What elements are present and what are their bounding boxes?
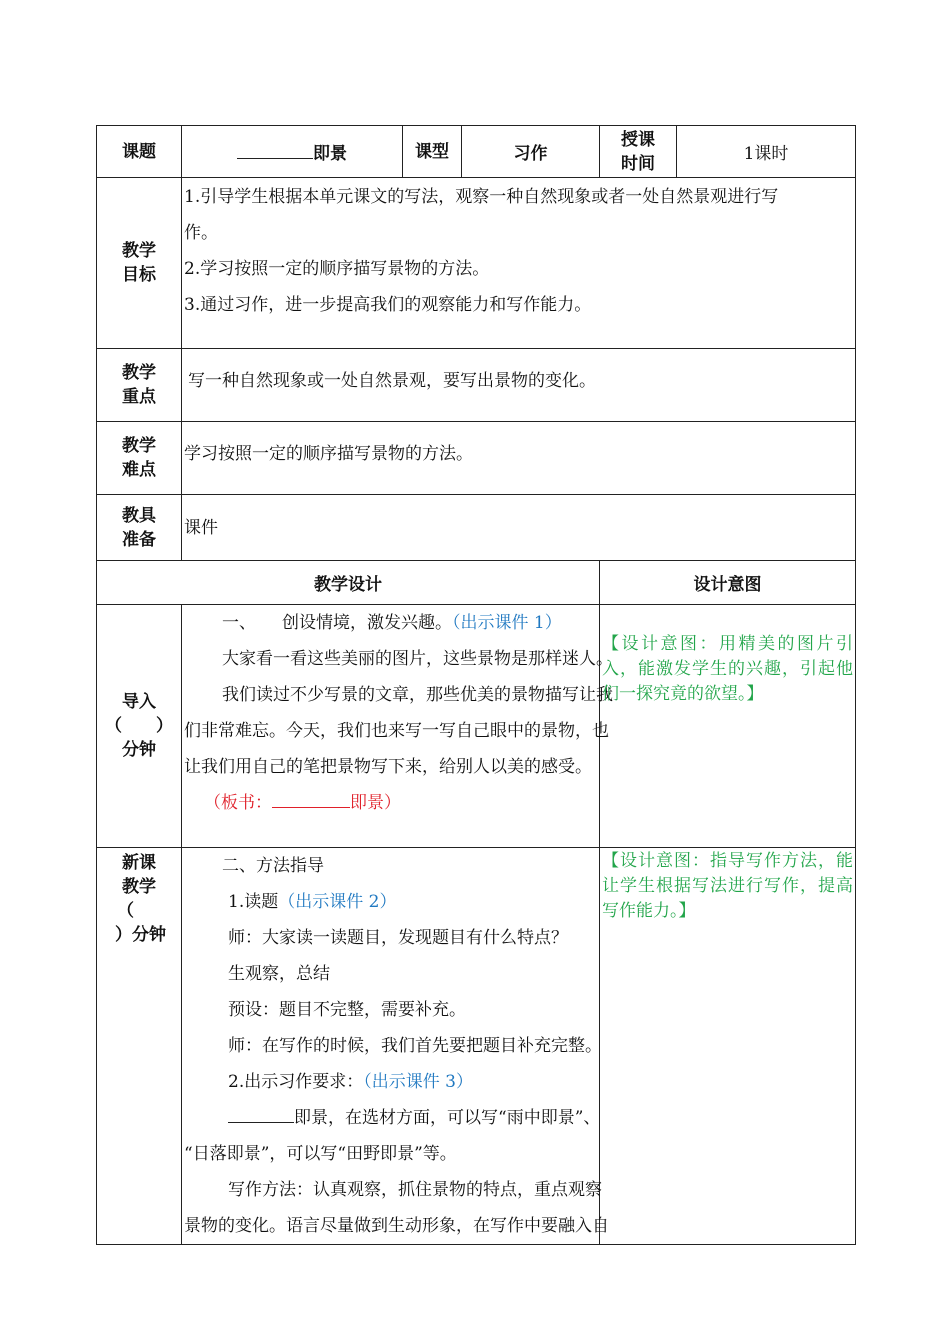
objectives-content (182, 178, 856, 349)
objectives-label: 教学 目标 (97, 178, 182, 349)
intro-heading: 一、 创设情境，激发兴趣。（出示课件 1） (222, 613, 562, 633)
newlesson-row (97, 848, 856, 1245)
tools-label: 教具 准备 (97, 495, 182, 561)
newlesson-content (182, 848, 609, 1245)
time-label: 授课 时间 (600, 126, 677, 178)
newlesson-step1: 1.读题（出示课件 2） (228, 892, 397, 912)
topic-value: 即景 (182, 126, 403, 178)
newlesson-step2: 2.出示习作要求：（出示课件 3） (228, 1072, 473, 1092)
focus-label: 教学 重点 (97, 349, 182, 422)
tools-content (182, 495, 856, 561)
topic-label: 课题 (97, 126, 182, 178)
objective-item: 2.学习按照一定的顺序描写景物的方法。 (184, 259, 490, 279)
intro-intent-cell (600, 605, 856, 848)
intro-line: 让我们用自己的笔把景物写下来，给别人以美的感受。 (184, 757, 592, 777)
objective-item: 3.通过习作，进一步提高我们的观察能力和写作能力。 (184, 295, 592, 315)
tools-row (97, 495, 856, 561)
tools-text: 课件 (184, 518, 218, 538)
focus-content (182, 349, 856, 422)
newlesson-requirement: 即景，在选材方面，可以写“雨中即景”、 (184, 1100, 599, 1136)
newlesson-intent: 【设计意图：指导写作方法，能让学生根据写法进行写作，提高写作能力。】 (602, 851, 853, 921)
type-label: 课型 (403, 126, 462, 178)
intro-label: 导入 （ ） 分钟 (97, 605, 182, 848)
newlesson-line: 师：在写作的时候，我们首先要把题目补充完整。 (228, 1036, 602, 1056)
intro-line: 我们读过不少写景的文章，那些优美的景物描写让我 (222, 685, 613, 705)
difficulty-row (97, 422, 856, 495)
intro-row (97, 605, 856, 848)
newlesson-intent-cell (600, 848, 856, 1245)
header-row (97, 126, 856, 178)
objectives-row (97, 178, 856, 349)
difficulty-content (182, 422, 856, 495)
difficulty-label: 教学 难点 (97, 422, 182, 495)
focus-row (97, 349, 856, 422)
lesson-plan-table (96, 125, 856, 1245)
newlesson-line: 师：大家读一读题目，发现题目有什么特点？ (228, 928, 568, 948)
type-value: 习作 (462, 126, 600, 178)
objective-item: 1.引导学生根据本单元课文的写法，观察一种自然现象或者一处自然景观进行写 (184, 187, 779, 207)
objective-item: 作。 (184, 223, 218, 243)
design-header-right: 设计意图 (600, 561, 856, 605)
newlesson-method: 写作方法：认真观察，抓住景物的特点，重点观察 (228, 1180, 602, 1200)
design-header-left: 教学设计 (97, 561, 600, 605)
intro-line: 大家看一看这些美丽的图片，这些景物是那样迷人。 (222, 649, 613, 669)
newlesson-line: 生观察，总结 (228, 964, 330, 984)
time-value: 1课时 (677, 126, 856, 178)
newlesson-requirement-cont: “日落即景”，可以写“田野即景”等。 (184, 1144, 457, 1164)
newlesson-heading: 二、方法指导 (222, 856, 324, 876)
newlesson-line: 预设：题目不完整，需要补充。 (228, 1000, 466, 1020)
intro-line: 们非常难忘。今天，我们也来写一写自己眼中的景物，也 (184, 721, 609, 741)
focus-text: 写一种自然现象或一处自然景观，要写出景物的变化。 (188, 371, 596, 391)
intro-content (182, 605, 613, 848)
intro-board-note: （板书： 即景） (204, 793, 401, 813)
intro-intent: 【设计意图：用精美的图片引入，能激发学生的兴趣，引起他们一探究竟的欲望。】 (602, 634, 853, 704)
difficulty-text: 学习按照一定的顺序描写景物的方法。 (184, 444, 473, 464)
design-header-row (97, 561, 856, 605)
newlesson-method-cont: 景物的变化。语言尽量做到生动形象，在写作中要融入自 (184, 1216, 609, 1236)
newlesson-label: 新课 教学 （ ）分钟 (97, 848, 182, 1245)
